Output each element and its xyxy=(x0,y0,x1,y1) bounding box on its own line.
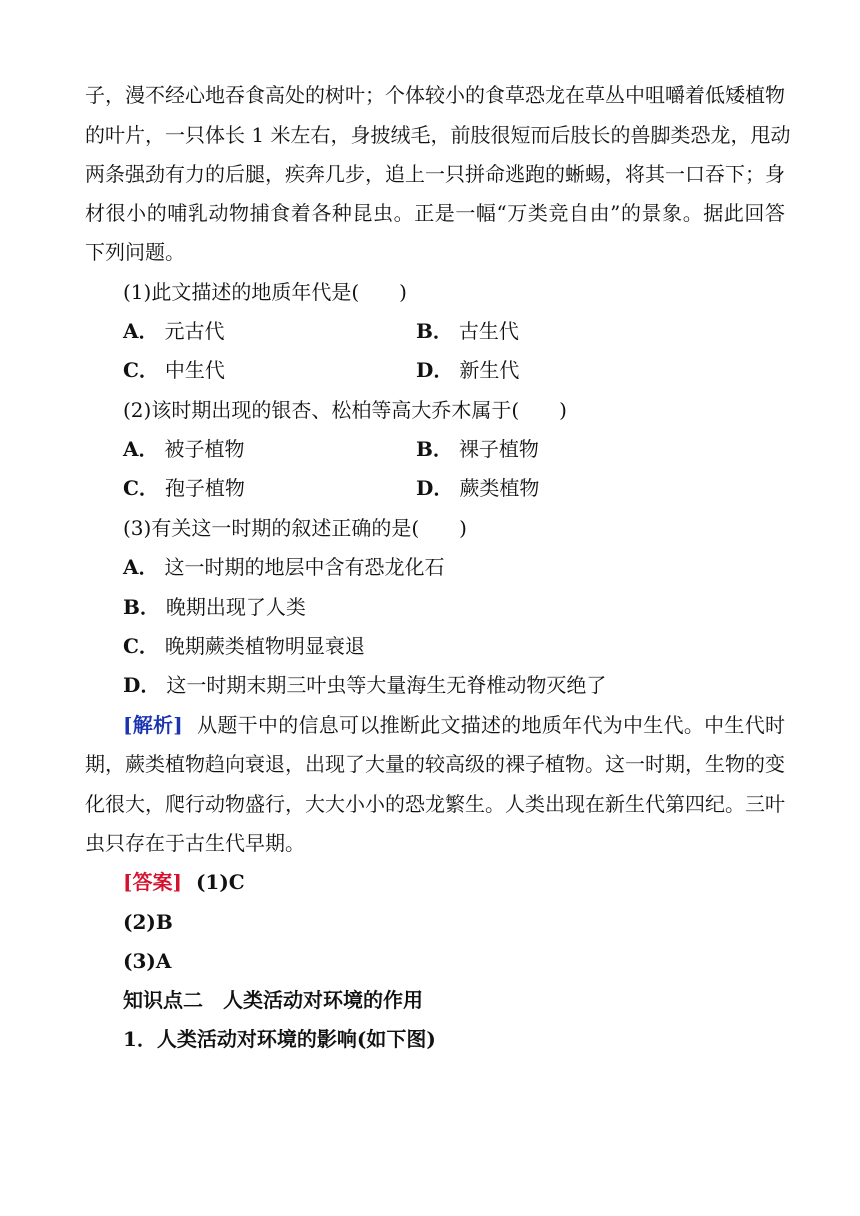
option-text: 这一时期末期三叶虫等大量海生无脊椎动物灭绝了 xyxy=(166,673,607,697)
section-item-1: 1．人类活动对环境的影响(如下图) xyxy=(123,1027,436,1051)
question-3-option-c xyxy=(123,632,365,660)
question-2-stem: (2)该时期出现的银杏、松柏等高大乔木属于( ) xyxy=(123,398,567,422)
option-label: B． xyxy=(416,437,453,461)
analysis-line-2: 期，蕨类植物趋向衰退，出现了大量的较高级的裸子植物。这一时期，生物的变 xyxy=(85,752,785,776)
question-2-option-c xyxy=(123,474,245,502)
option-label: C． xyxy=(123,358,159,382)
question-1-option-a xyxy=(123,317,225,345)
option-text: 古生代 xyxy=(458,319,519,343)
option-label: B． xyxy=(416,319,453,343)
passage-line-3: 两条强劲有力的后腿，疾奔几步，追上一只拼命逃跑的蜥蜴，将其一口吞下；身 xyxy=(85,162,785,186)
question-2-option-b xyxy=(416,435,539,463)
option-text: 蕨类植物 xyxy=(459,476,540,500)
option-label: C． xyxy=(123,476,159,500)
analysis-text: 从题干中的信息可以推断此文描述的地质年代为中生代。中生代时 xyxy=(196,713,785,737)
question-2-option-d xyxy=(416,474,539,502)
option-text: 元古代 xyxy=(164,319,225,343)
analysis-line-3: 化很大，爬行动物盛行，大大小小的恐龙繁生。人类出现在新生代第四纪。三叶 xyxy=(85,792,785,816)
option-label: D． xyxy=(416,358,454,382)
option-text: 晚期出现了人类 xyxy=(165,595,306,619)
passage-line-4: 材很小的哺乳动物捕食着各种昆虫。正是一幅“万类竞自由”的景象。据此回答 xyxy=(85,201,785,225)
option-label: A． xyxy=(123,319,159,343)
question-3-option-b xyxy=(123,593,306,621)
option-text: 裸子植物 xyxy=(458,437,539,461)
option-text: 这一时期的地层中含有恐龙化石 xyxy=(164,555,445,579)
question-2-option-a xyxy=(123,435,245,463)
passage-line-5: 下列问题。 xyxy=(85,240,185,264)
section-heading: 知识点二 人类活动对环境的作用 xyxy=(123,988,423,1012)
question-1-option-b xyxy=(416,317,519,345)
option-label: B． xyxy=(123,595,160,619)
option-label: C． xyxy=(123,634,159,658)
option-label: A． xyxy=(123,555,159,579)
analysis-first-line xyxy=(123,711,785,739)
option-text: 孢子植物 xyxy=(164,476,245,500)
answer-tag: [答案] xyxy=(123,870,182,894)
question-3-stem: (3)有关这一时期的叙述正确的是( ) xyxy=(123,516,467,540)
question-1-stem: (1)此文描述的地质年代是( ) xyxy=(123,280,407,304)
question-3-option-a xyxy=(123,553,445,581)
answer-line xyxy=(123,868,823,896)
question-1-option-c xyxy=(123,356,225,384)
passage-line-2: 的叶片，一只体长 1 米左右，身披绒毛，前肢很短而后肢长的兽脚类恐龙，甩动 xyxy=(85,123,791,147)
question-3-option-d xyxy=(123,671,606,699)
option-label: D． xyxy=(123,673,161,697)
option-text: 新生代 xyxy=(459,358,520,382)
option-text: 晚期蕨类植物明显衰退 xyxy=(164,634,365,658)
analysis-line-4: 虫只存在于古生代早期。 xyxy=(85,831,305,855)
answer-item-2: (2)B xyxy=(123,910,173,934)
analysis-tag: [解析] xyxy=(123,713,183,737)
question-1-option-d xyxy=(416,356,519,384)
option-label: A． xyxy=(123,437,159,461)
answer-item-1: (1)C xyxy=(195,870,245,894)
answer-item-3: (3)A xyxy=(123,949,172,973)
option-text: 中生代 xyxy=(164,358,225,382)
option-label: D． xyxy=(416,476,454,500)
option-text: 被子植物 xyxy=(164,437,245,461)
passage-line-1: 子，漫不经心地吞食高处的树叶；个体较小的食草恐龙在草丛中咀嚼着低矮植物 xyxy=(85,83,785,107)
